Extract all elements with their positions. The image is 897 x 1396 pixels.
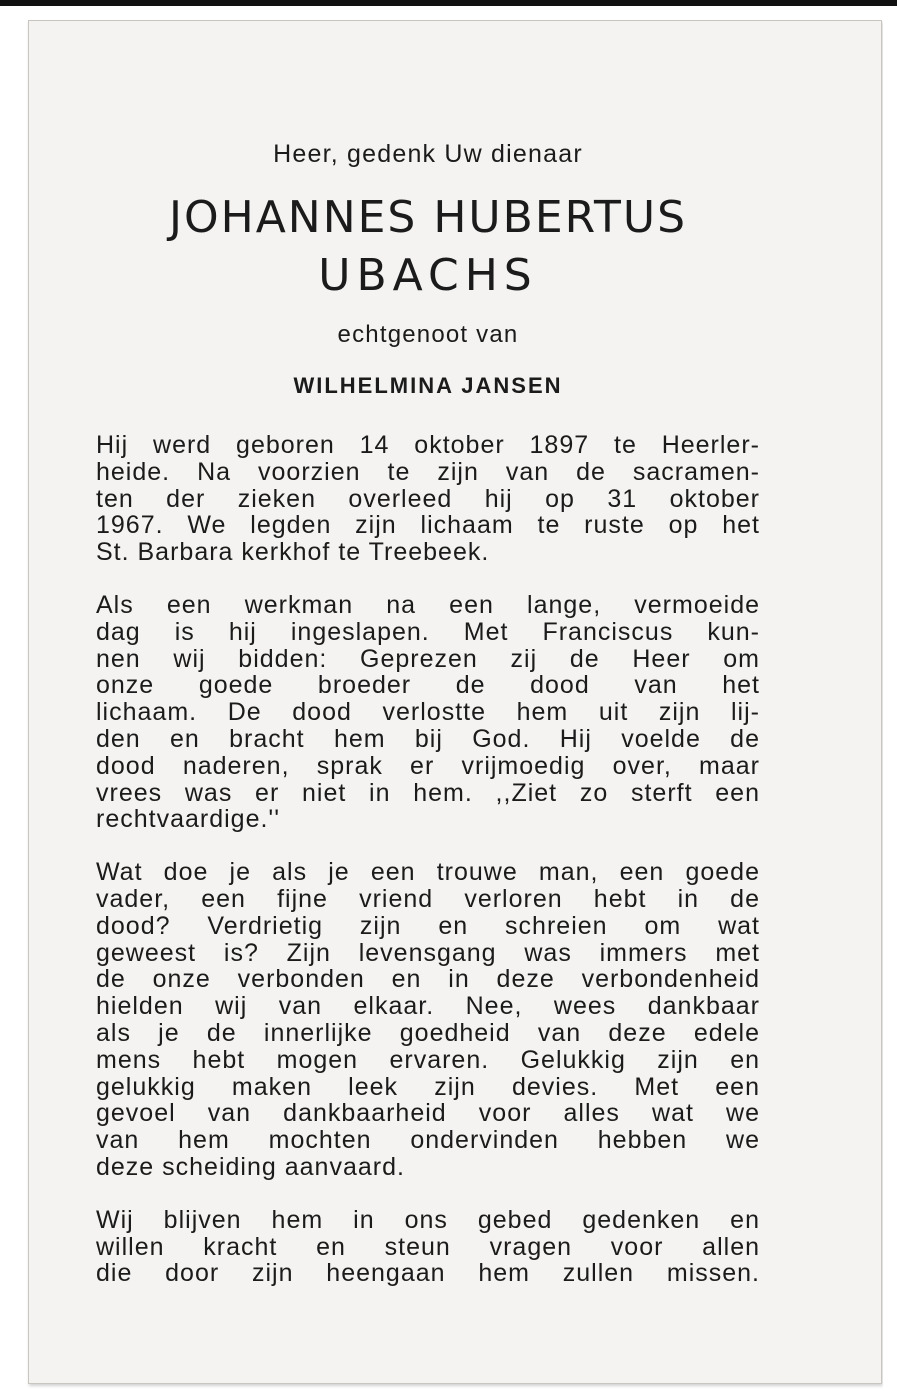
text-line: gevoel van dankbaarheid voor alles wat we bbox=[96, 1099, 760, 1128]
text-line: deze scheiding aanvaard. bbox=[96, 1152, 405, 1181]
text-line: vader, een fijne vriend verloren hebt in de bbox=[96, 884, 760, 913]
text-line: St. Barbara kerkhof te Treebeek. bbox=[96, 538, 490, 567]
paragraph-remembrance bbox=[96, 859, 760, 1181]
text-line: dag is hij ingeslapen. Met Franciscus kun- bbox=[96, 617, 760, 646]
text-line: hielden wij van elkaar. Nee, wees dankbaar bbox=[96, 992, 760, 1021]
text-line: 1967. We legden zijn lichaam te ruste op het bbox=[96, 511, 760, 540]
card-content bbox=[96, 124, 760, 1287]
text-line: nen wij bidden: Geprezen zij de Heer om bbox=[96, 644, 760, 673]
spouse-name: WILHELMINA JANSEN bbox=[293, 373, 563, 398]
paragraph-birth-death bbox=[96, 432, 760, 566]
text-line: lichaam. De dood verlostte hem uit zijn lij- bbox=[96, 698, 760, 727]
text-line: de onze verbonden en in deze verbondenheid bbox=[96, 965, 760, 994]
deceased-name-first: JOHANNES HUBERTUS bbox=[169, 192, 687, 243]
text-line: ten der zieken overleed hij op 31 oktober bbox=[96, 484, 760, 513]
text-line: heide. Na voorzien te zijn van de sacramen- bbox=[96, 457, 760, 486]
text-line: gelukkig maken leek zijn devies. Met een bbox=[96, 1072, 760, 1101]
paragraph-prayer-closing bbox=[96, 1207, 760, 1287]
text-line: dood naderen, sprak er vrijmoedig over, maar bbox=[96, 751, 760, 780]
paragraph-workman bbox=[96, 592, 760, 833]
text-line: dood? Verdrietig zijn en schreien om wat bbox=[96, 911, 760, 940]
text-line: Wat doe je als je een trouwe man, een goede bbox=[96, 858, 760, 887]
scan-top-edge bbox=[0, 0, 897, 6]
text-line: Wij blijven hem in ons gebed gedenken en bbox=[96, 1205, 760, 1234]
scan-right-margin bbox=[883, 6, 897, 1396]
text-line: geweest is? Zijn levensgang was immers met bbox=[96, 938, 760, 967]
text-line: onze goede broeder de dood van het bbox=[96, 671, 760, 700]
text-line: willen kracht en steun vragen voor allen bbox=[96, 1232, 760, 1261]
text-line: vrees was er niet in hem. ,,Ziet zo sterft een bbox=[96, 778, 760, 807]
text-line: rechtvaardige.'' bbox=[96, 805, 280, 834]
spouse-label: echtgenoot van bbox=[337, 321, 519, 348]
text-line: Hij werd geboren 14 oktober 1897 te Heerler- bbox=[96, 431, 760, 459]
prayer-line: Heer, gedenk Uw dienaar bbox=[273, 140, 583, 168]
deceased-surname: UBACHS bbox=[318, 250, 538, 301]
text-line: mens hebt mogen ervaren. Gelukkig zijn en bbox=[96, 1045, 760, 1074]
text-line: Als een werkman na een lange, vermoeide bbox=[96, 590, 760, 619]
text-line: die door zijn heengaan hem zullen missen. bbox=[96, 1259, 760, 1288]
text-line: als je de innerlijke goedheid van deze edele bbox=[96, 1018, 760, 1047]
text-line: van hem mochten ondervinden hebben we bbox=[96, 1126, 760, 1155]
text-line: den en bracht hem bij God. Hij voelde de bbox=[96, 724, 760, 753]
